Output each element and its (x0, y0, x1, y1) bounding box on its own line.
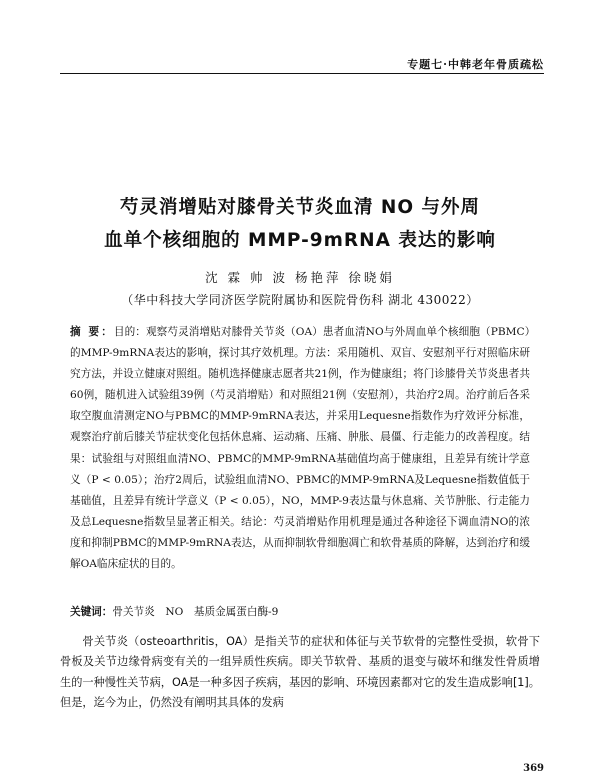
abstract (70, 322, 530, 575)
header-rule (60, 73, 544, 74)
authors: 沈 霖 帅 波 杨艳萍 徐晓娟 (205, 270, 395, 285)
keywords (70, 603, 530, 621)
affiliation: （华中科技大学同济医学院附属协和医院骨伤科 湖北 430022） (121, 293, 479, 307)
paper-title-line-1: 芍灵消增贴对膝骨关节炎血清 NO 与外周 (119, 197, 481, 218)
keywords-text: 骨关节炎 NO 基质金属蛋白酶-9 (112, 606, 279, 618)
section-label: 专题七·中韩老年骨质疏松 (407, 58, 544, 71)
keywords-label: 关键词： (70, 606, 113, 618)
paper-title-line-2: 血单个核细胞的 MMP-9mRNA 表达的影响 (104, 230, 496, 251)
abstract-text: 目的：观察芍灵消增贴对膝骨关节炎（OA）患者血清NO与外周血单个核细胞（PBMC）的MMP-9mRNA表达的影响，探讨其疗效机理。方法：采用随机、双盲、安慰剂平行对照临床研究方法，并设立健康对照组。随机选择健康志愿者共21例，作为健康组；将门诊膝骨关节炎患者共60例，随机进入试验组39例（芍灵消增贴）和对照组21例（安慰剂），共治疗2周。治疗前后各采取空腹血清测定NO与PBMC的MMP-9mRNA表达，并采用Lequesne指数作为疗效评分标准，观察治疗前后膝关节症状变化包括休息痛、运动痛、压痛、肿胀、晨僵、行走能力的改善程度。结果：试验组与对照组血清NO、PBMC的MMP-9mRNA基础值均高于健康组，且差异有统计学意义（P < 0.05）；治疗2周后，试验组血清NO、PBMC的MMP-9mRNA及Lequesne指数值低于基础值，且差异有统计学意义（P < 0.05），NO，MMP-9表达量与休息痛、关节肿胀、行走能力及总Lequesne指数呈显著正相关。结论：芍灵消增贴作用机理是通过各种途径下调血清NO的浓度和抑制PBMC的MMP-9mRNA表达，从而抑制软骨细胞凋亡和软骨基质的降解，达到治疗和缓解OA临床症状的目的。 (70, 326, 530, 571)
running-header (60, 52, 544, 72)
body-paragraph: 骨关节炎（osteoarthritis，OA）是指关节的症状和体征与关节软骨的完整性受损，软骨下骨板及关节边缘骨病变有关的一组异质性疾病。即关节软骨、基质的退变与破坏和继发性骨质增生的一种慢性关节病，OA是一种多因子疾病，基因的影响、环境因素都对它的发生造成影响[1]。但是，迄今为止，仍然没有阐明其具体的发病 (60, 635, 540, 710)
abstract-label: 摘 要： (70, 326, 114, 338)
page-number: 369 (523, 763, 544, 774)
